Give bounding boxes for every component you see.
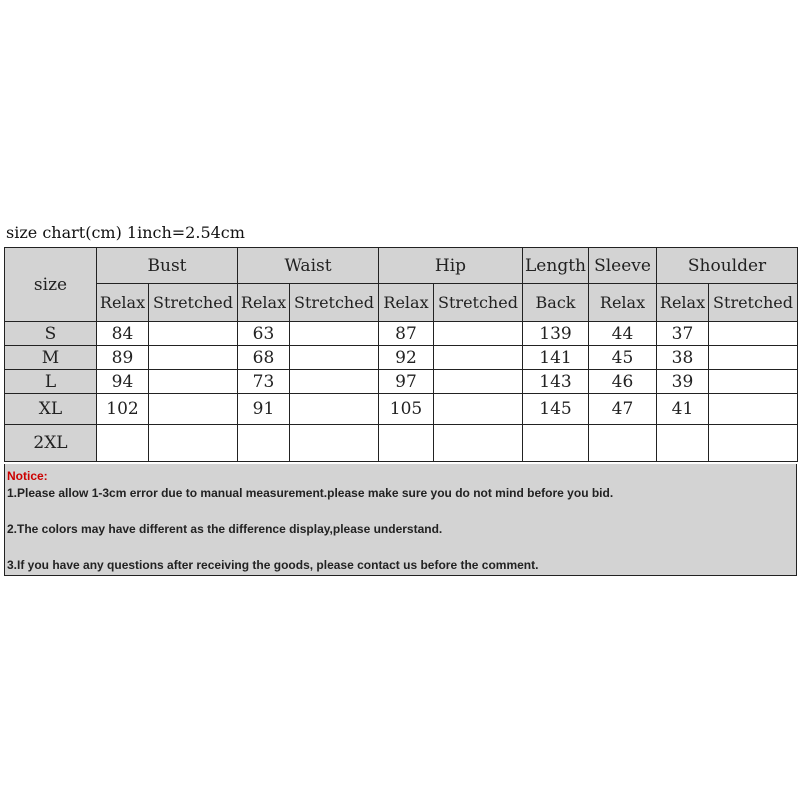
table-row bbox=[5, 425, 798, 462]
table-cell bbox=[434, 370, 523, 394]
table-cell: 46 bbox=[589, 370, 657, 394]
size-cell: M bbox=[5, 346, 97, 370]
table-cell: 139 bbox=[523, 322, 589, 346]
size-cell: S bbox=[5, 322, 97, 346]
table-cell bbox=[379, 425, 434, 462]
table-cell: 92 bbox=[379, 346, 434, 370]
sub-header: Stretched bbox=[709, 284, 798, 322]
table-cell bbox=[238, 425, 290, 462]
notice-title: Notice: bbox=[7, 469, 48, 483]
table-cell bbox=[709, 370, 798, 394]
table-row bbox=[5, 322, 798, 346]
table-cell: 38 bbox=[657, 346, 709, 370]
table-cell: 141 bbox=[523, 346, 589, 370]
table-cell bbox=[709, 346, 798, 370]
table-cell bbox=[523, 425, 589, 462]
table-cell bbox=[434, 346, 523, 370]
size-cell: L bbox=[5, 370, 97, 394]
table-cell bbox=[290, 394, 379, 425]
table-cell bbox=[290, 346, 379, 370]
table-cell: 97 bbox=[379, 370, 434, 394]
table-cell bbox=[149, 370, 238, 394]
sub-header: Relax bbox=[379, 284, 434, 322]
group-header-bust: Bust bbox=[97, 248, 238, 284]
table-cell: 41 bbox=[657, 394, 709, 425]
table-cell bbox=[149, 425, 238, 462]
table-cell: 73 bbox=[238, 370, 290, 394]
sub-header: Relax bbox=[657, 284, 709, 322]
sub-header: Stretched bbox=[434, 284, 523, 322]
table-cell: 87 bbox=[379, 322, 434, 346]
table-row bbox=[5, 346, 798, 370]
table-cell bbox=[290, 425, 379, 462]
sub-header: Back bbox=[523, 284, 589, 322]
table-cell bbox=[709, 394, 798, 425]
sub-header: Relax bbox=[97, 284, 149, 322]
notice-item: 3.If you have any questions after receiving the goods, please contact us before the comment. bbox=[7, 558, 539, 572]
notice-item: 2.The colors may have different as the difference display,please understand. bbox=[7, 522, 443, 536]
group-header-sleeve: Sleeve bbox=[589, 248, 657, 284]
table-cell: 39 bbox=[657, 370, 709, 394]
group-header-length: Length bbox=[523, 248, 589, 284]
sub-header: Relax bbox=[238, 284, 290, 322]
table-cell bbox=[434, 394, 523, 425]
notice-panel bbox=[4, 464, 797, 576]
size-cell: 2XL bbox=[5, 425, 97, 462]
table-row bbox=[5, 370, 798, 394]
table-cell: 44 bbox=[589, 322, 657, 346]
table-cell: 45 bbox=[589, 346, 657, 370]
group-header-hip: Hip bbox=[379, 248, 523, 284]
table-cell bbox=[290, 370, 379, 394]
sub-header: Stretched bbox=[149, 284, 238, 322]
table-cell: 37 bbox=[657, 322, 709, 346]
table-cell: 94 bbox=[97, 370, 149, 394]
table-cell: 89 bbox=[97, 346, 149, 370]
header-row-sub bbox=[5, 284, 798, 322]
header-row-groups bbox=[5, 248, 798, 284]
table-cell bbox=[97, 425, 149, 462]
table-cell bbox=[709, 425, 798, 462]
chart-caption: size chart(cm) 1inch=2.54cm bbox=[6, 223, 245, 242]
table-cell bbox=[290, 322, 379, 346]
table-cell bbox=[434, 425, 523, 462]
table-cell bbox=[709, 322, 798, 346]
table-row bbox=[5, 394, 798, 425]
sub-header: Stretched bbox=[290, 284, 379, 322]
group-header-shoulder: Shoulder bbox=[657, 248, 798, 284]
table-cell bbox=[149, 346, 238, 370]
table-cell: 91 bbox=[238, 394, 290, 425]
table-cell: 47 bbox=[589, 394, 657, 425]
table-cell: 63 bbox=[238, 322, 290, 346]
group-header-waist: Waist bbox=[238, 248, 379, 284]
table-cell: 143 bbox=[523, 370, 589, 394]
table-cell bbox=[434, 322, 523, 346]
table-cell: 84 bbox=[97, 322, 149, 346]
table-cell: 105 bbox=[379, 394, 434, 425]
table-cell: 102 bbox=[97, 394, 149, 425]
table-cell: 68 bbox=[238, 346, 290, 370]
size-cell: XL bbox=[5, 394, 97, 425]
table-cell bbox=[149, 394, 238, 425]
table-cell: 145 bbox=[523, 394, 589, 425]
notice-item: 1.Please allow 1-3cm error due to manual measurement.please make sure you do not mind before you bid. bbox=[7, 486, 614, 500]
table-cell bbox=[657, 425, 709, 462]
table-cell bbox=[149, 322, 238, 346]
table-cell bbox=[589, 425, 657, 462]
size-chart-table bbox=[4, 247, 798, 462]
size-header: size bbox=[5, 248, 97, 322]
sub-header: Relax bbox=[589, 284, 657, 322]
